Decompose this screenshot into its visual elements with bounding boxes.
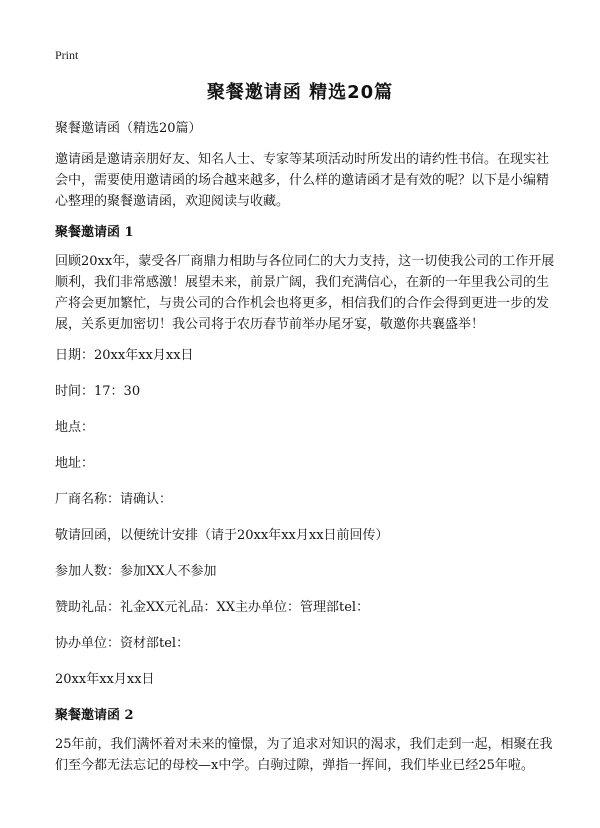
- intro-paragraph: 邀请函是邀请亲朋好友、知名人士、专家等某项活动时所发出的请约性书信。在现实社会中，需要使用邀请函的场合越来越多，什么样的邀请函才是有效的呢？以下是小编精心整理的聚餐邀请函，欢迎阅读与收藏。: [55, 152, 550, 209]
- field-vendor-name: 厂商名称：请确认：: [55, 492, 173, 507]
- field-attendees: 参加人数：参加XX人不参加: [55, 564, 217, 579]
- section-heading-1: 聚餐邀请函 1: [55, 225, 134, 240]
- field-date: 日期：20xx年xx月xx日: [55, 348, 194, 363]
- article-subtitle: 聚餐邀请函（精选20篇）: [55, 121, 202, 136]
- article-content: [55, 118, 555, 786]
- section-heading-2: 聚餐邀请函 2: [55, 708, 134, 723]
- field-time: 时间：17：30: [55, 384, 141, 399]
- field-signature-date: 20xx年xx月xx日: [55, 672, 155, 687]
- field-sponsor-gift: 赞助礼品：礼金XX元礼品：XX主办单位：管理部tel：: [55, 600, 370, 615]
- field-location: 地点：: [55, 420, 95, 435]
- section-body-1: 回顾20xx年，蒙受各厂商鼎力相助与各位同仁的大力支持，这一切使我公司的工作开展顺利，我们非常感激！展望未来，前景广阔，我们充满信心，在新的一年里我公司的生产将会更加繁忙，与贵公司的合作机会也将更多，相信我们的合作会得到更进一步的发展，关系更加密切！我公司将于农历春节前举办尾牙宴，敬邀你共襄盛举！: [55, 254, 555, 332]
- page-title: 聚餐邀请函 精选20篇: [206, 82, 394, 103]
- section-body-2: 25年前，我们满怀着对未来的憧憬，为了追求对知识的渴求，我们走到一起，相聚在我们至今都无法忘记的母校—x中学。白驹过隙，弹指一挥间，我们毕业已经25年啦。: [55, 737, 553, 773]
- print-link[interactable]: Print: [55, 48, 79, 62]
- field-co-organizer: 协办单位：资材部tel：: [55, 636, 190, 651]
- field-reply-note: 敬请回函，以便统计安排（请于20xx年xx月xx日前回传）: [55, 528, 389, 543]
- field-address: 地址：: [55, 456, 95, 471]
